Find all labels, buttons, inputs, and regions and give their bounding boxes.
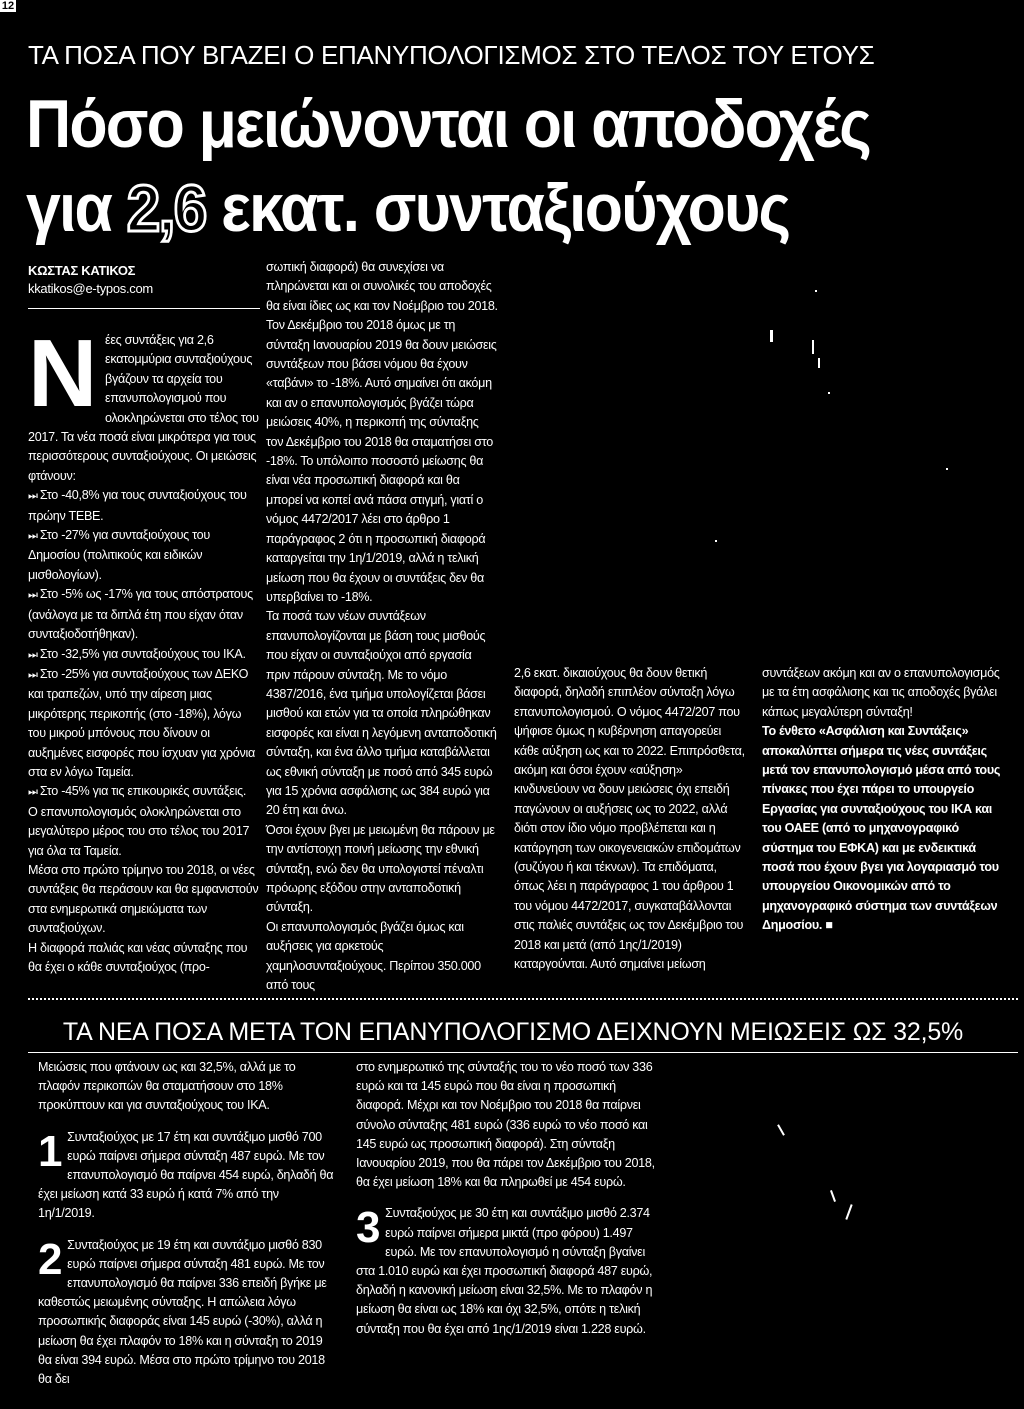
article-column-2 (266, 258, 498, 995)
end-mark-icon: ■ (825, 918, 833, 933)
main-headline (26, 82, 937, 250)
body-paragraph: Τα ποσά των νέων συντάξεων επανυπολογίζονται με βάση τους μισθούς που είχαν οι συνταξιούχοι από εργασία πριν πάρουν σύνταξη. Με το νόμο 4387/2016, ένα τμήμα υπολογίζεται βάσει μισθού και ετών για τα οποία πληρώθηκαν εισφορές και είναι η λεγόμενη ανταποδοτική σύνταξη, και ένα άλλο τμήμα καταβάλλεται ως εθνική σύνταξη με ποσό από 345 ευρώ για 15 χρόνια ασφάλισης ως 384 ευρώ για 20 έτη και άνω. (266, 609, 497, 818)
drop-cap: Ν (28, 320, 98, 427)
byline-rule (28, 308, 260, 309)
page-number-mark: 12 (1, 0, 15, 12)
case-1: 1 Συνταξιούχος με 17 έτη και συντάξιμο μισθό 700 ευρώ παίρνει σήμερα σύνταξη 487 ευρώ. Με τον επανυπολογισμό θα παίρνει 454 ευρώ, δηλαδή θα έχει μείωση κατά 33 ευρώ ή κατά 7% από την 1η/1/2019. (38, 1126, 334, 1221)
print-speck (815, 290, 817, 292)
box-column-2 (356, 1058, 660, 1351)
print-speck (830, 1190, 836, 1202)
box-title-rule (28, 1052, 1018, 1053)
body-paragraph: 2,6 εκατ. δικαιούχους θα δουν θετική διαφορά, δηλαδή επιπλέον σύνταξη λόγω επανυπολογισμού. Ο νόμος 4472/207 που ψήφισε όμως η κυβέρνηση απαγορεύει κάθε αύξηση ως και το 2022. Επιπρόσθετα, ακόμη και όσοι έχουν «αύξηση» κινδυνεύουν να δουν μειώσεις όχι επειδή παγώνουν οι αυξήσεις ως το 2022, αλλά διότι στον ίδιο νόμο προβλέπεται και η κατάργηση των οικογενειακών επιδομάτων (συζύγου ή και τέκνων). Τα επιδόματα, όπως λέει η παράγραφος 1 του άρθρου 1 του νόμου 4472/2017, συγκαταβάλλονται στις παλιές συντάξεις ως τον Δεκέμβριο του 2018 και μετά (από 1ης/1/2019) καταργούνται. Αυτό σημαίνει μείωση (514, 666, 745, 972)
insert-promo-paragraph: Το ένθετο «Ασφάλιση και Συντάξεις» αποκαλύπτει σήμερα τις νέες συντάξεις μετά τον επανυπολογισμό μέσα από τους πίνακες που έχει πάρει το υπουργείο Εργασίας για συνταξιούχους του ΙΚΑ και του ΟΑΕΕ (από το μηχανογραφικό σύστημα του ΕΦΚΑ) και με ενδεικτικά ποσά που έχουν βγει για λογαριασμό του υπουργείου Οικονομικών από το μηχανογραφικό σύστημα των συντάξεων Δημοσίου. ■ (762, 724, 1001, 933)
body-paragraph: Η διαφορά παλιάς και νέας σύνταξης που θα έχει ο κάθε συνταξιούχος (προ- (28, 940, 248, 974)
case-2: 2 Συνταξιούχος με 19 έτη και συντάξιμο μισθό 830 ευρώ παίρνει σήμερα σύνταξη 481 ευρώ. Με τον επανυπολογισμό θα παίρνει 336 επειδή βγήκε με καθεστώς μειωμένης σύνταξης. Η απώλεια λόγω προσωπικής διαφοράς είναι 145 ευρώ (-30%), αλλά η μείωση θα έχει πλαφόν το 18% και η σύνταξη το 2019 θα είναι 394 ευρώ. Μέσα στο πρώτο τρίμηνο του 2018 θα δει (38, 1234, 327, 1387)
intro-paragraph: Νέες συντάξεις για 2,6 εκατομμύρια συνταξιούχους βγάζουν τα αρχεία του επανυπολογισμού που ολοκληρώνεται στο τέλος του 2017. Τα νέα ποσά είναι μικρότερα για τους περισσότερους συνταξιούχους. Οι μειώσεις φτάνουν: (28, 320, 259, 483)
print-speck (777, 1124, 785, 1135)
case-number: 3 (356, 1203, 381, 1253)
print-speck (845, 1204, 852, 1220)
body-paragraph: Ο επανυπολογισμός ολοκληρώνεται στο μεγαλύτερο μέρος του στο τέλος του 2017 για όλα τα Ταμεία. (28, 804, 250, 858)
box-title: ΤΑ ΝΕΑ ΠΟΣΑ ΜΕΤΑ ΤΟΝ ΕΠΑΝΥΠΟΛΟΓΙΣΜΟ ΔΕΙΧΝΟΥΝ ΜΕΙΩΣΕΙΣ ΩΣ 32,5% (62, 1018, 964, 1046)
body-paragraph: Μέσα στο πρώτο τρίμηνο του 2018, οι νέες συντάξεις θα περάσουν και θα εμφανιστούν στα ενημερωτικά σημειώματα των συνταξιούχων. (28, 862, 259, 936)
headline-post: εκατ. συνταξιούχους (221, 170, 790, 246)
bullet-icon: ⏭ (28, 786, 37, 799)
article-column-3 (514, 664, 746, 975)
print-speck (715, 540, 717, 542)
bullet-item: ⏭ Στο -40,8% για τους συνταξιούχους του πρώην ΤΕΒΕ. (28, 488, 247, 523)
bullet-item: ⏭ Στο -27% για συνταξιούχους του Δημοσίου (πολιτικούς και ειδικών μισθολογίων). (28, 528, 210, 582)
body-paragraph: Οι επανυπολογισμός βγάζει όμως και αυξήσεις για αρκετούς χαμηλοσυνταξιούχους. Περίπου 350.000 από τους (266, 919, 481, 993)
bullet-icon: ⏭ (28, 648, 37, 661)
headline-number: 2,6 (126, 171, 206, 245)
bullet-item: ⏭ Στο -5% ως -17% για τους απόστρατους (ανάλογα με τα διπλά έτη που είχαν όταν συνταξιοδοτήθηκαν). (28, 587, 253, 642)
headline-line-1: Πόσο μειώνονται οι αποδοχές (26, 86, 870, 162)
body-paragraph: Όσοι έχουν βγει με μειωμένη θα πάρουν με την αντίστοιχη ποινή μείωσης την εθνική σύνταξη, ενώ δεν θα υπολογιστεί πέναλτι πρόωρης εξόδου στην ανταποδοτική σύνταξη. (266, 822, 495, 915)
print-speck (828, 392, 830, 394)
print-speck (818, 358, 820, 368)
bullet-icon: ⏭ (28, 490, 37, 503)
case-number: 1 (38, 1126, 63, 1176)
bullet-icon: ⏭ (28, 589, 37, 602)
print-speck (812, 340, 814, 354)
body-paragraph: συντάξεων ακόμη και αν ο επανυπολογισμός με τα έτη ασφάλισης και τις αποδοχές βγάλει κάπως μεγαλύτερη σύνταξη! (762, 666, 1000, 719)
author-name: ΚΩΣΤΑΣ ΚΑΤΙΚΟΣ (28, 263, 136, 278)
section-divider (28, 998, 1018, 1000)
box-column-1 (38, 1058, 338, 1401)
headline-pre: για (26, 170, 112, 246)
headline-line-2 (26, 166, 937, 250)
print-speck (770, 330, 773, 342)
case-2-continued: στο ενημερωτικό της σύνταξής του το νέο ποσό των 336 ευρώ και τα 145 ευρώ που θα είναι η προσωπική διαφορά. Μέχρι και τον Νοέμβριο του 2018 θα παίρνει σύνολο σύνταξης 481 ευρώ (336 ευρώ το νέο ποσό και 145 ευρώ ως προσωπική διαφορά). Στη σύνταξη Ιανουαρίου 2019, που θα πάρει τον Δεκέμβριο του 2018, θα έχει μείωση 18% και θα πληρωθεί με 454 ευρώ. (356, 1060, 655, 1190)
bullet-item: ⏭ Στο -32,5% για συνταξιούχους του ΙΚΑ. (28, 646, 246, 661)
box-intro: Μειώσεις που φτάνουν ως και 32,5%, αλλά με το πλαφόν περικοπών θα σταματήσουν στο 18% προκύπτουν και για συνταξιούχους του ΙΚΑ. (38, 1060, 296, 1113)
author-email: kkatikos@e-typos.com (28, 281, 153, 296)
article-column-1 (28, 262, 260, 977)
bullet-icon: ⏭ (28, 530, 37, 543)
bullet-item: ⏭ Στο -45% για τις επικουρικές συντάξεις. (28, 784, 247, 799)
body-paragraph: σωπική διαφορά) θα συνεχίσει να πληρώνεται και οι συνολικές του αποδοχές θα είναι ίδιες ως και τον Νοέμβριο του 2018. Τον Δεκέμβριο του 2018 όμως με τη σύνταξη Ιανουαρίου 2019 θα δουν μειώσεις συντάξεων που βάσει νόμου θα έχουν «ταβάνι» το -18%. Αυτό σημαίνει ότι ακόμη και αν ο επανυπολογισμός βγάζει τώρα μειώσεις 40%, η περικοπή της σύνταξης τον Δεκέμβριο του 2018 θα σταματήσει στο -18%. Το υπόλοιπο ποσοστό μείωσης θα είναι νέα προσωπική διαφορά και θα μπορεί να κοπεί ανά πάσα στιγμή, γιατί ο νόμος 4472/2017 λέει στο άρθρο 1 παράγραφος 2 ότι η προσωπική διαφορά καταργείται την 1η/1/2019, αλλά η τελική μείωση που θα έχουν οι συντάξεις δεν θα υπερβαίνει το -18%. (266, 260, 498, 604)
article-column-4 (762, 664, 1002, 936)
case-3: 3 Συνταξιούχος με 30 έτη και συντάξιμο μισθό 2.374 ευρώ παίρνει σήμερα μικτά (προ φόρου) 1.497 ευρώ. Με τον επανυπολογισμό η σύνταξη βγαίνει στα 1.010 ευρώ και έχει προσωπική διαφορά 487 ευρώ, δηλαδή η κανονική μείωση είναι 32,5%. Με το πλαφόν η μείωση θα είναι ως 18% και όχι 32,5%, οπότε η τελική σύνταξη που θα έχει από 1ης/1/2019 είναι 1.228 ευρώ. (356, 1203, 653, 1336)
bullet-item: ⏭ Στο -25% για συνταξιούχους των ΔΕΚΟ και τραπεζών, υπό την αίρεση μιας μικρότερης περικοπής (στο -18%), λόγω του μικρού μπόνους που δίνουν οι αυξημένες εισφορές που ίσχυαν για χρόνια στα εν λόγω Ταμεία. (28, 666, 255, 779)
kicker-headline: ΤΑ ΠΟΣΑ ΠΟΥ ΒΓΑΖΕΙ Ο ΕΠΑΝΥΠΟΛΟΓΙΣΜΟΣ ΣΤΟ ΤΕΛΟΣ ΤΟΥ ΕΤΟΥΣ (28, 40, 875, 70)
bullet-icon: ⏭ (28, 668, 37, 681)
case-number: 2 (38, 1234, 63, 1284)
print-speck (946, 468, 948, 470)
